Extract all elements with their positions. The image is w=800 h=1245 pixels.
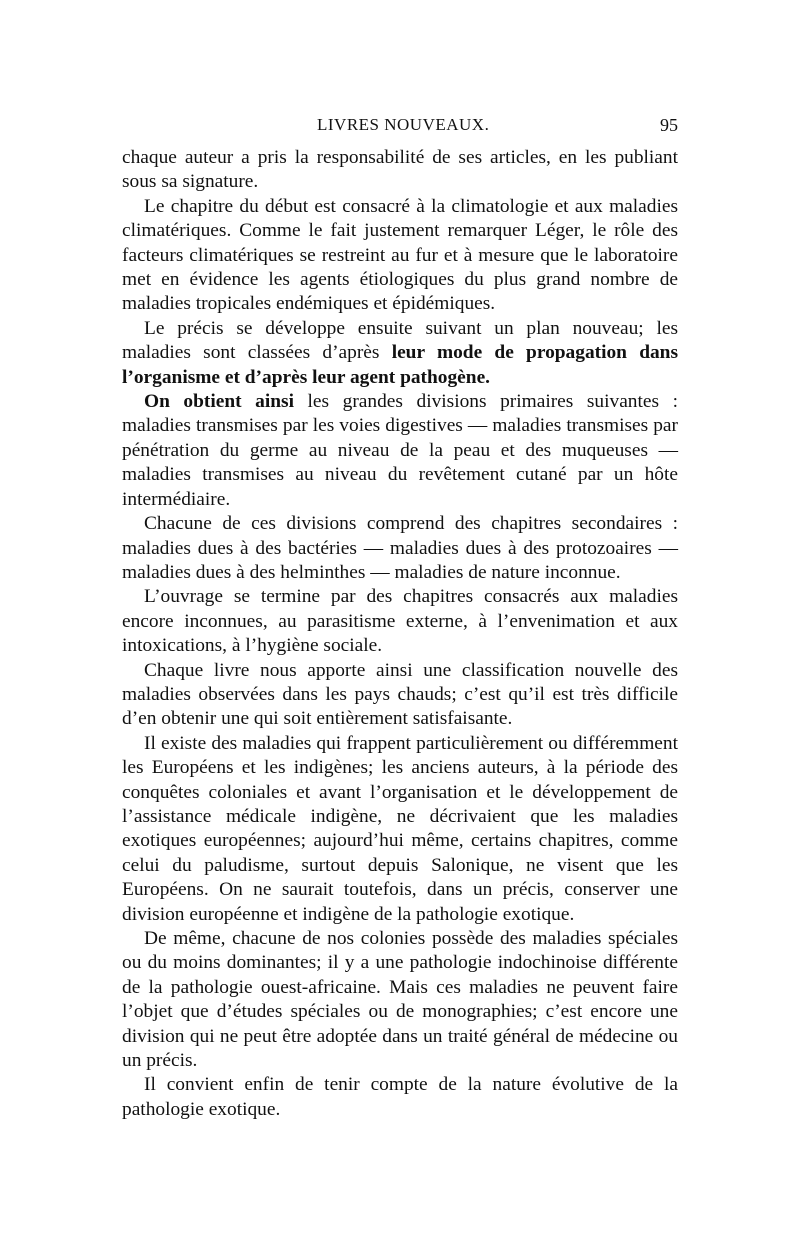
paragraph-text: Le chapitre du début est consacré à la climatologie et aux maladies climatériques. Comme le fait justement remarquer Léger, le rôle des facteurs climatériques se restreint au fur et à mesure que le laboratoire met en évidence les agents étiologiques du plus grand nombre de maladies tropicales endémiques et épidémiques. <box>122 195 678 315</box>
paragraph-text: chaque auteur a pris la responsabilité de ses articles, en les publiant sous sa signature. <box>122 147 678 193</box>
paragraph-text: Chacune de ces divisions comprend des chapitres secondaires : maladies dues à des bactéries — maladies dues à des protozoaires — maladies dues à des helminthes — maladies de nature inconnue. <box>122 513 678 583</box>
paragraph-text: De même, chacune de nos colonies possède des maladies spéciales ou du moins dominantes; il y a une pathologie indochinoise différente de la pathologie ouest-africaine. Mais ces maladies ne peuvent faire l’objet que d’études spéciales ou de monographies; c’est encore une division qui ne peut être adoptée dans un traité général de médecine ou un précis. <box>122 928 678 1072</box>
running-title: LIVRES NOUVEAUX. <box>317 115 490 134</box>
paragraph-text: L’ouvrage se termine par des chapitres consacrés aux maladies encore inconnues, au parasitisme externe, à l’envenimation et aux intoxications, à l’hygiène sociale. <box>122 586 678 657</box>
paragraph <box>122 659 678 732</box>
paragraph <box>122 732 678 927</box>
paragraph <box>122 146 678 195</box>
paragraph-text: Le précis se développe ensuite suivant un plan nouveau; les maladies sont classées d’après <box>122 317 678 364</box>
paragraph <box>122 927 678 1073</box>
paragraph-text: Il existe des maladies qui frappent particulièrement ou différemment les Européens et les indigènes; les anciens auteurs, à la période des conquêtes coloniales et avant l’organisation et le développement de l’assistance médicale indigène, ne décrivaient que les maladies exotiques européennes; aujourd’hui même, certains chapitres, comme celui du paludisme, surtout depuis Salonique, ne visent que les Européens. On ne saurait toutefois, dans un précis, conserver une division européenne et indigène de la pathologie exotique. <box>122 732 678 925</box>
bold-underline-text: leur mode de propagation dans l’organisme et d’après leur agent pathogène. <box>122 342 679 388</box>
paragraph <box>122 390 678 512</box>
paragraph <box>122 585 678 658</box>
body-text <box>122 146 678 1122</box>
bold-underline-text: On obtient ainsi <box>144 391 294 413</box>
paragraph-text: Il convient enfin de tenir compte de la nature évolutive de la pathologie exotique. <box>122 1074 678 1120</box>
paragraph-text: les grandes divisions primaires suivantes : maladies transmises par les voies digestives — maladies transmises par pénétration du germe au niveau de la peau et des muqueuses — maladies transmises au niveau du revêtement cutané par un hôte intermédiaire. <box>122 391 678 510</box>
paragraph <box>122 1073 678 1122</box>
running-head <box>122 115 678 139</box>
page-number: 95 <box>660 115 678 135</box>
paragraph <box>122 512 678 585</box>
paragraph-text: Chaque livre nous apporte ainsi une classification nouvelle des maladies observées dans les pays chauds; c’est qu’il est très difficile d’en obtenir une qui soit entièrement satisfaisante. <box>122 659 678 730</box>
paragraph <box>122 317 678 390</box>
paragraph <box>122 195 678 317</box>
